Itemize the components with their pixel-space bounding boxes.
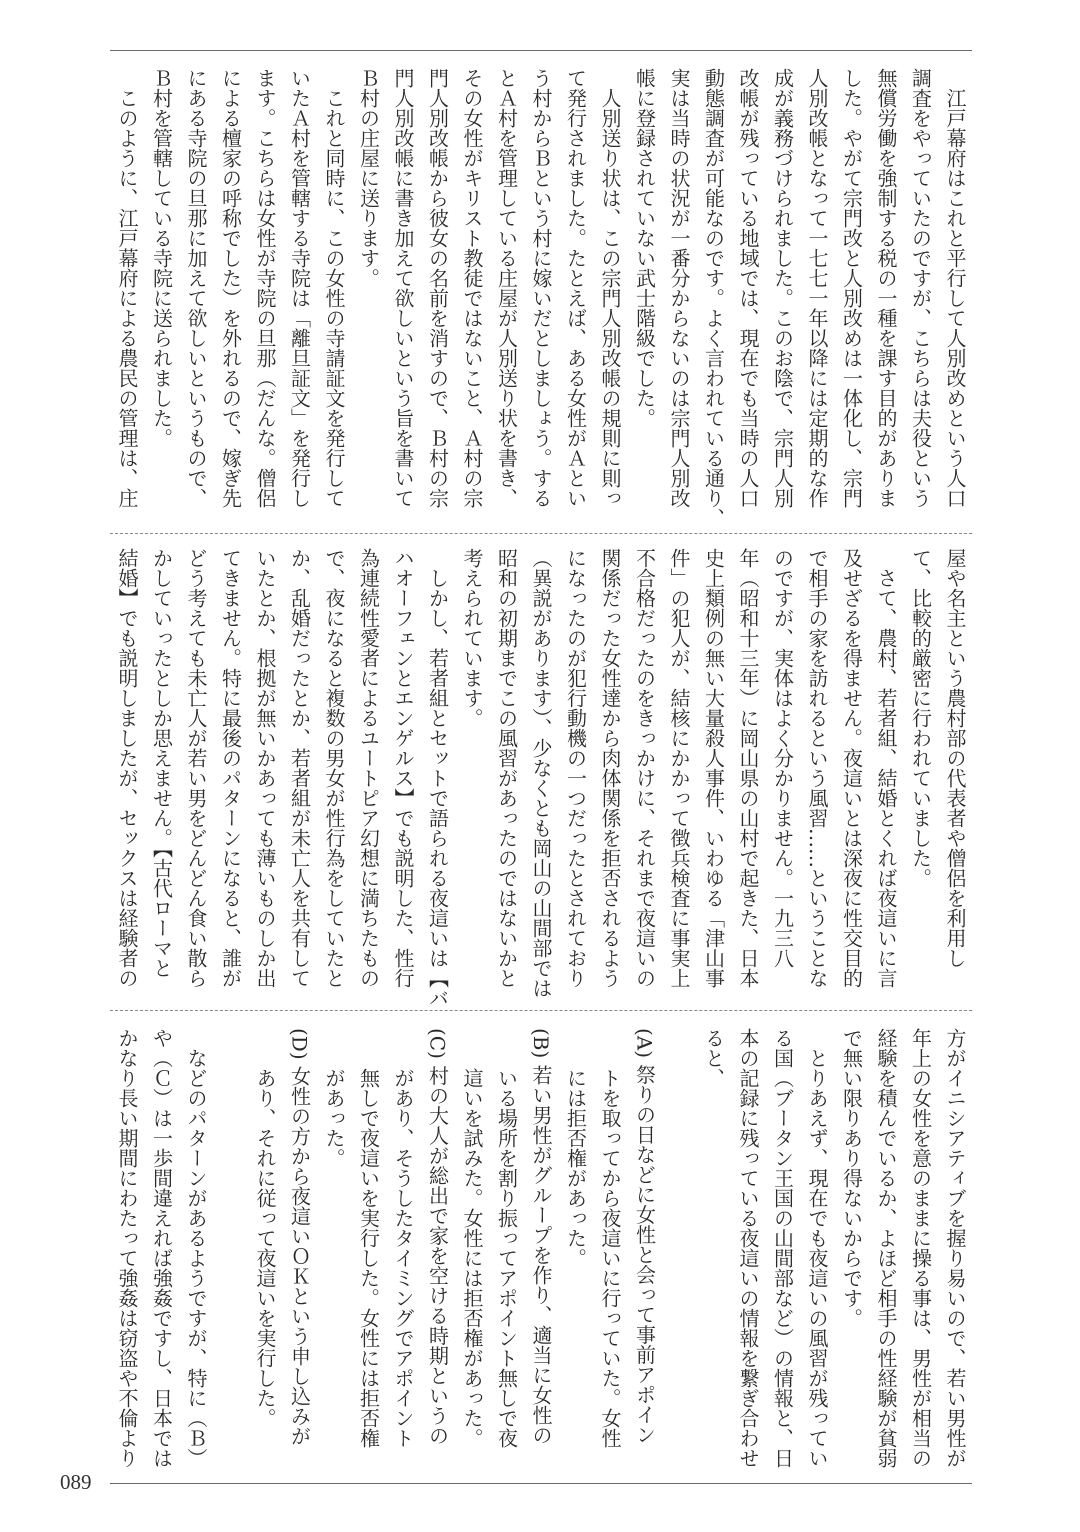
text-column: て、比較的厳密に行われていました。 [908,548,933,888]
text-column: になったのが犯行動機の一つだったとされており [563,548,588,988]
text-column: ハオーフェンとエンゲルス】でも説明した、性行 [391,548,415,988]
text-column [213,1028,248,1498]
text-column: 年（昭和十三年）に岡山県の山村で起きた、日本 [736,548,760,988]
text-column: 動態調査が可能なのです。よく言われている通り、 [701,68,726,528]
text-column: 無しで夜這いを実行した。女性には拒否権 [356,1028,381,1448]
text-column: 年上の女性を意のままに操る事は、男性が相当の [908,1028,933,1468]
text-column: いる場所を割り振ってアポイント無しで夜 [494,1028,519,1448]
text-column: う村からＢという村に嫁いだとしましょう。する [529,68,553,508]
text-column: 屋や名主という農村部の代表者や僧侶を利用し [943,548,967,968]
text-column: 改帳が残っている地域では、現在でも当時の人口 [736,68,760,508]
text-column: て発行されました。たとえば、ある女性がＡとい [563,68,588,508]
text-column: 関係だった女性達から肉体関係を拒否されるよう [598,548,622,988]
text-column: (B) 若い男性がグループを作り、適当に女性の [529,1028,553,1445]
text-column: などのパターンがあるようですが、特に（Ｂ） [184,1028,208,1468]
text-column: 結婚】でも説明しましたが、セックスは経験者の [115,548,139,988]
text-column: にある寺院の旦那に加えて欲しいというもので、 [184,68,208,508]
text-column: があった。 [322,1028,346,1168]
top-rule [110,50,972,51]
text-column: しかし、若者組とセットで語られる夜這いは【バ [425,548,450,1008]
text-column: で相手の家を訪れるという風習……ということな [805,548,829,988]
text-column: 本の記録に残っている夜這いの情報を繋ぎ合わせ [736,1028,760,1468]
text-column: いたとか、根拠が無いかあっても薄いものしか出 [253,548,277,988]
text-column [662,1028,697,1498]
dashed-divider-1 [110,533,972,534]
dashed-divider-2 [110,1010,972,1011]
text-block-middle [110,548,972,1018]
text-column: とＡ村を管理している庄屋が人別送り状を書き、 [494,68,519,508]
text-column: 経験を積んでいるか、よほど相手の性経験が貧弱 [874,1028,898,1468]
text-block-top [110,68,972,538]
text-column: した。やがて宗門改と人別改めは一体化し、宗門 [839,68,864,508]
text-column: による檀家の呼称でした）を外れるので、嫁ぎ先 [218,68,243,508]
text-column: (A) 祭りの日などに女性と会って事前アポイン [632,1028,657,1445]
text-column: 門人別改帳に書き加えて欲しいという旨を書いて [391,68,415,508]
text-column: いたＡ村を管轄する寺院は「離旦証文」を発行し [287,68,312,508]
text-column: 江戸幕府はこれと平行して人別改めという人口 [943,68,967,508]
text-column: てきません。特に最後のパターンになると、誰が [218,548,243,988]
text-block-bottom [110,1028,972,1498]
text-column: 件」の犯人が、結核にかかって徴兵検査に事実上 [667,548,691,988]
text-column: 調査をやっていたのですが、こちらは夫役という [908,68,933,508]
text-column: か、乱婚だったとか、若者組が未亡人を共有して [287,548,312,988]
text-column: 昭和の初期までこの風習があったのではないかと [494,548,519,988]
text-column: があり、そうしたタイミングでアポイント [391,1028,415,1448]
text-column: 門人別改帳から彼女の名前を消すので、Ｂ村の宗 [425,68,450,508]
text-column: 這いを試みた。女性には拒否権があった。 [460,1028,484,1448]
text-column: ると、 [701,1028,726,1088]
text-column: のですが、実体はよく分かりません。一九三八 [770,548,795,968]
text-column: Ｂ村を管轄している寺院に送られました。 [149,68,174,448]
text-column: トを取ってから夜這いに行っていた。女性 [598,1028,622,1448]
text-column: 帳に登録されていない武士階級でした。 [632,68,657,428]
text-column: ます。こちらは女性が寺院の旦那（だんな。僧侶 [253,68,277,508]
text-column: で、夜になると複数の男女が性行為をしていたと [322,548,346,988]
text-column: （異説があります）、少なくとも岡山の山間部では [529,548,553,998]
text-column: どう考えても未亡人が若い男をどんどん食い散ら [184,548,208,988]
text-column: や（Ｃ）は一歩間違えれば強姦ですし、日本では [149,1028,174,1468]
page-number: 089 [60,1470,92,1494]
text-column: で無い限りあり得ないからです。 [839,1028,864,1328]
text-column: これと同時に、この女性の寺請証文を発行して [322,68,346,508]
text-column: かなり長い期間にわたって強姦は窃盗や不倫より [115,1028,139,1468]
text-column: 史上類例の無い大量殺人事件、いわゆる「津山事 [701,548,726,988]
text-column: (C) 村の大人が総出で家を空ける時期というの [425,1028,450,1446]
text-column: さて、農村、若者組、結婚とくれば夜這いに言 [874,548,898,988]
text-column: 無償労働を強制する税の一種を課す目的がありま [874,68,898,508]
text-column: 成が義務づけられました。このお陰で、宗門人別 [770,68,795,508]
text-column: には拒否権があった。 [563,1028,588,1268]
text-column: 人別送り状は、この宗門人別改帳の規則に則っ [598,68,622,508]
text-column: Ｂ村の庄屋に送ります。 [356,68,381,288]
text-column: その女性がキリスト教徒ではないこと、Ａ村の宗 [460,68,484,508]
text-column: かしていったとしか思えません。【古代ローマと [149,548,174,978]
text-column: 実は当時の状況が一番分からないのは宗門人別改 [667,68,691,508]
text-column: あり、それに従って夜這いを実行した。 [253,1028,277,1428]
text-column: 及せざるを得ません。夜這いとは深夜に性交目的 [839,548,864,988]
text-column: とりあえず、現在でも夜這いの風習が残ってい [805,1028,829,1468]
text-column: 不合格だったのをきっかけに、それまで夜這いの [632,548,657,988]
text-column: る国（ブータン王国の山間部など）の情報と、日 [770,1028,795,1468]
text-column: 方がイニシアティブを握り易いので、若い男性が [943,1028,967,1468]
text-column: 人別改帳となって一七七一年以降には定期的な作 [805,68,829,508]
text-column: 為連続性愛者によるユートピア幻想に満ちたもの [356,548,381,988]
text-column: 考えられています。 [460,548,484,728]
text-column: (D) 女性の方から夜這いＯＫという申し込みが [287,1028,312,1446]
text-column: このように、江戸幕府による農民の管理は、庄 [115,68,139,508]
bottom-rule [110,1483,972,1484]
